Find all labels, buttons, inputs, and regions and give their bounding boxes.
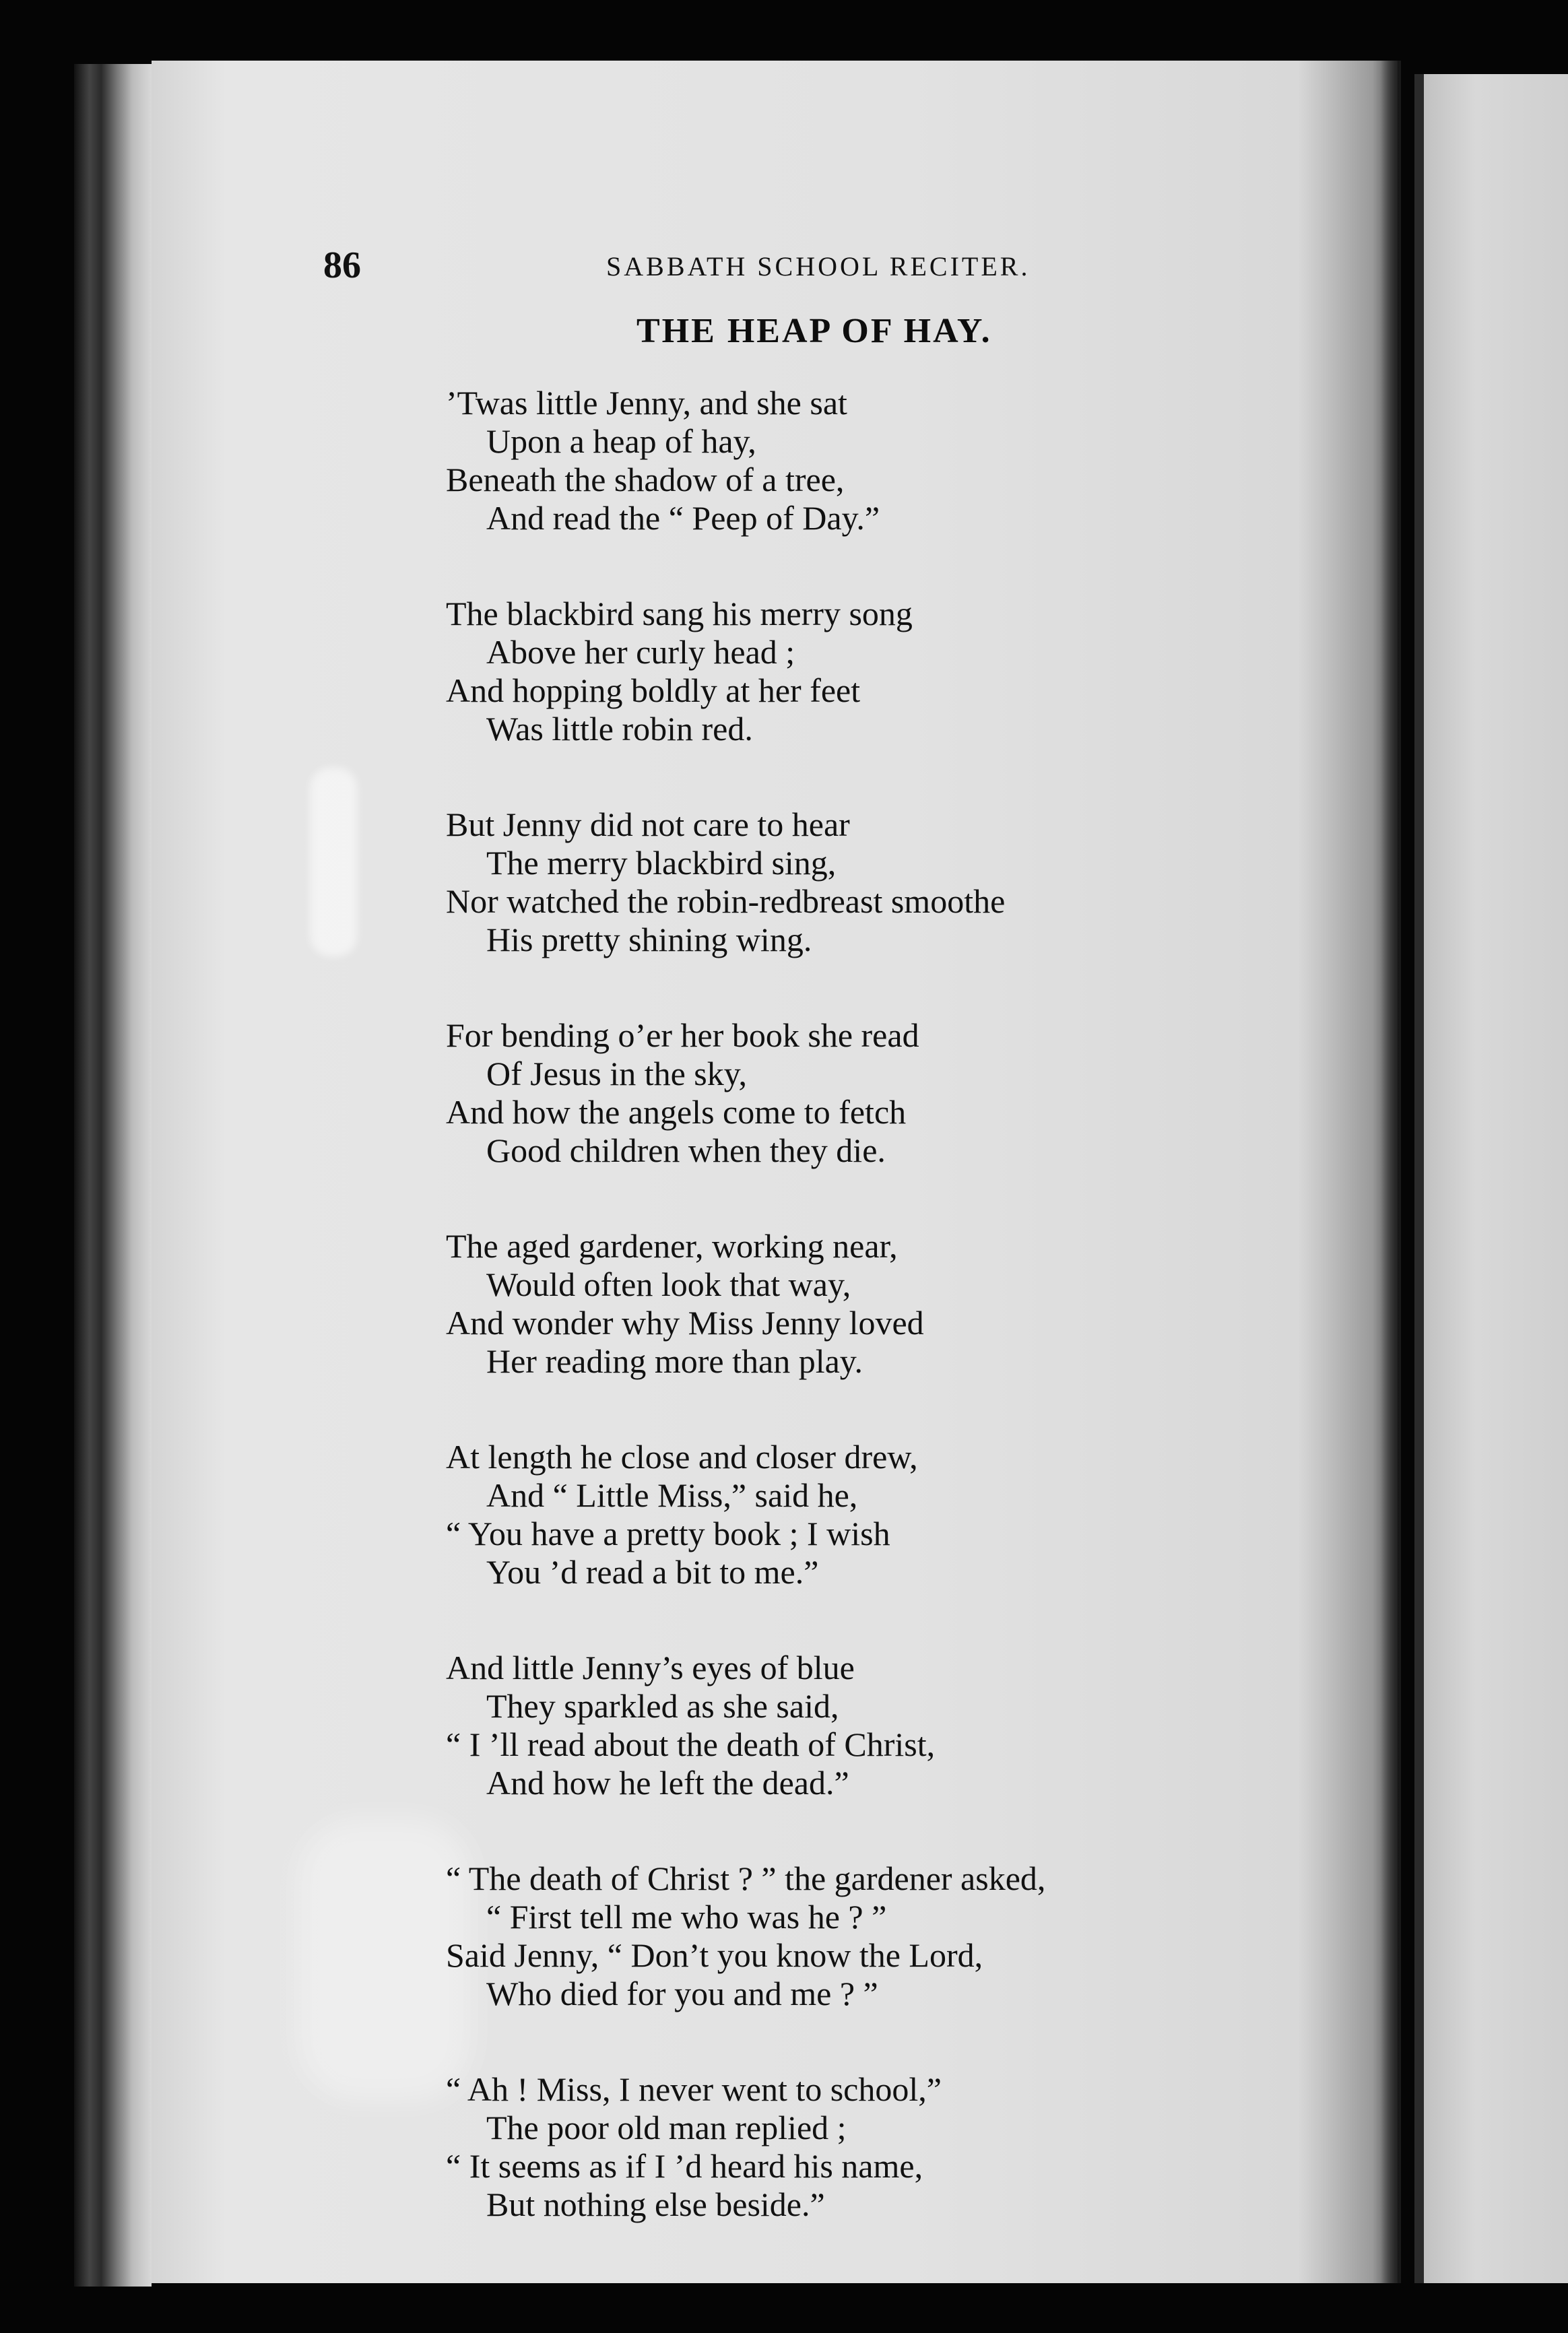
poem-line: Nor watched the robin-redbreast smoothe xyxy=(446,882,1006,920)
stanza xyxy=(446,1016,1308,1170)
poem-line: Was little robin red. xyxy=(486,710,753,748)
poem-line: And little Jenny’s eyes of blue xyxy=(446,1649,855,1686)
poem-line: His pretty shining wing. xyxy=(486,921,812,958)
stanza xyxy=(446,1227,1308,1381)
poem-title: THE HEAP OF HAY. xyxy=(636,312,992,350)
stanza xyxy=(446,1438,1308,1591)
facing-page-edge xyxy=(1414,74,1424,2283)
scan-smudge xyxy=(310,768,357,956)
page-gutter-shadow xyxy=(1381,61,1401,2283)
stanza xyxy=(446,2070,1308,2224)
poem-line: But nothing else beside.” xyxy=(486,2186,825,2223)
poem-line: Above her curly head ; xyxy=(486,633,795,671)
poem-line: “ Ah ! Miss, I never went to school,” xyxy=(446,2070,942,2108)
poem-line: At length he close and closer drew, xyxy=(446,1438,918,1476)
poem-line: The poor old man replied ; xyxy=(486,2109,847,2146)
poem-line: Good children when they die. xyxy=(486,1131,886,1169)
page-number: 86 xyxy=(323,244,361,286)
poem-line: Beneath the shadow of a tree, xyxy=(446,461,845,498)
poem-line: And how he left the dead.” xyxy=(486,1764,849,1802)
poem-line: Her reading more than play. xyxy=(486,1342,863,1380)
stanza xyxy=(446,806,1308,959)
book-binding xyxy=(74,64,152,2287)
poem-line: And “ Little Miss,” said he, xyxy=(486,1476,858,1514)
stanza xyxy=(446,595,1308,748)
poem-line: Upon a heap of hay, xyxy=(486,422,756,460)
poem-line: Said Jenny, “ Don’t you know the Lord, xyxy=(446,1936,983,1974)
facing-page xyxy=(1414,74,1568,2283)
poem-line: Of Jesus in the sky, xyxy=(486,1055,748,1092)
poem-line: “ You have a pretty book ; I wish xyxy=(446,1515,890,1552)
poem-line: For bending o’er her book she read xyxy=(446,1016,919,1054)
poem-line: And how the angels come to fetch xyxy=(446,1093,907,1131)
poem-line: ’Twas little Jenny, and she sat xyxy=(446,384,847,422)
poem-line: Who died for you and me ? ” xyxy=(486,1975,878,2012)
scan-smudge xyxy=(296,1818,471,2101)
poem-line: Would often look that way, xyxy=(486,1266,851,1303)
poem-line: You ’d read a bit to me.” xyxy=(486,1553,819,1591)
poem-line: The blackbird sang his merry song xyxy=(446,595,913,632)
poem-line: The aged gardener, working near, xyxy=(446,1227,898,1265)
stanza xyxy=(446,1649,1308,1802)
poem-line: And wonder why Miss Jenny loved xyxy=(446,1304,924,1342)
poem-line: They sparkled as she said, xyxy=(486,1687,839,1725)
poem-line: The merry blackbird sing, xyxy=(486,844,837,882)
poem-line: “ It seems as if I ’d heard his name, xyxy=(446,2147,923,2185)
poem-line: “ First tell me who was he ? ” xyxy=(486,1898,887,1936)
running-title: SABBATH SCHOOL RECITER. xyxy=(606,251,1031,282)
poem-line: And read the “ Peep of Day.” xyxy=(486,499,880,537)
poem-line: But Jenny did not care to hear xyxy=(446,806,850,843)
poem-line: And hopping boldly at her feet xyxy=(446,671,861,709)
running-header xyxy=(323,244,1078,291)
poem-body xyxy=(446,384,1308,2281)
stanza xyxy=(446,384,1308,537)
poem-line: “ The death of Christ ? ” the gardener asked, xyxy=(446,1860,1046,1897)
poem-line: “ I ’ll read about the death of Christ, xyxy=(446,1726,936,1763)
stanza xyxy=(446,1860,1308,2013)
